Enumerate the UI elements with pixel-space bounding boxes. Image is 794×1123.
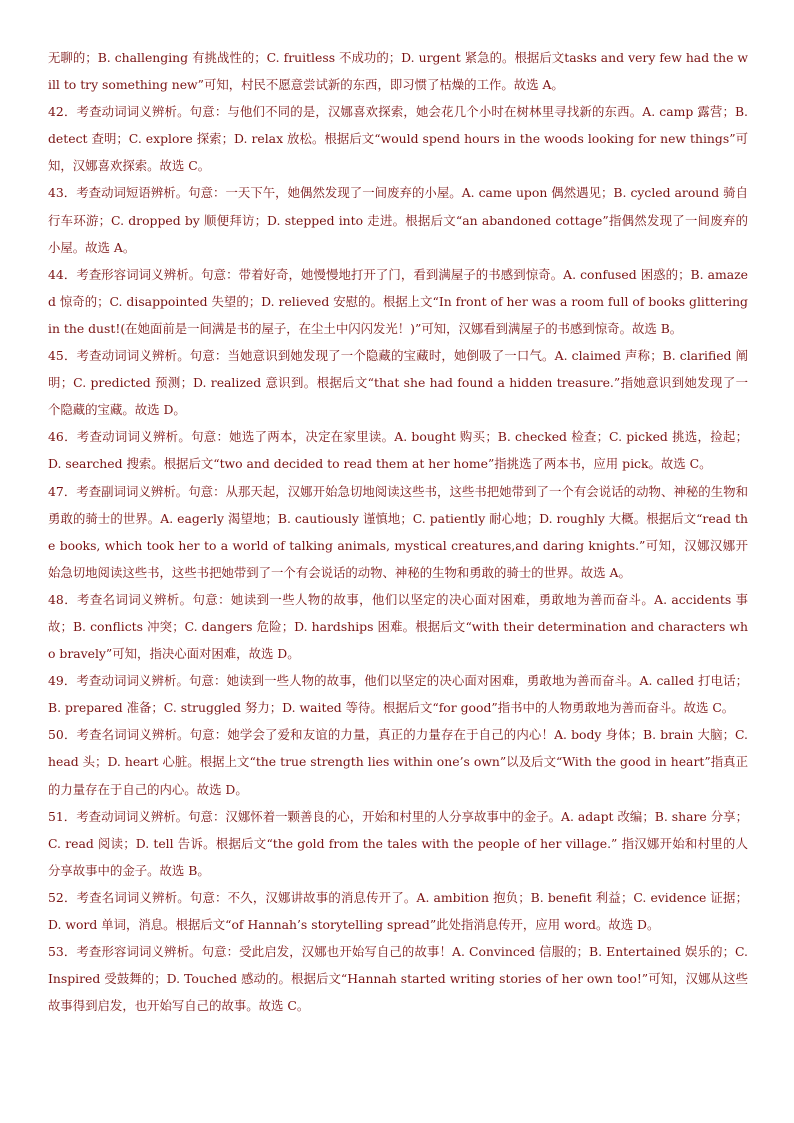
paragraph-51: 51．考查动词词义辨析。句意：汉娜怀着一颗善良的心，开始和村里的人分享故事中的金子。A. adapt 改编；B. share 分享；C. read 阅读；D. tell 告诉。根据后文“the gold from the tales with the people of her village.” 指汉娜开始和村里的人分享故事中的金子。故选 B。 (48, 808, 748, 878)
paragraph-48: 48．考查名词词义辨析。句意：她读到一些人物的故事，他们以坚定的决心面对困难，勇敢地为善而奋斗。A. accidents 事故；B. conflicts 冲突；C. dangers 危险；D. hardships 困难。根据后文“with their determination and characters who bravely”可知，指决心面对困难，故选 D。 (48, 591, 748, 662)
paragraph-43: 43．考查动词短语辨析。句意：一天下午，她偶然发现了一间废弃的小屋。A. came upon 偶然遇见；B. cycled around 骑自行车环游；C. dropped by 顺便拜访；D. stepped into 走进。根据后文“an abandoned cottage”指偶然发现了一间废弃的小屋。故选 A。 (48, 185, 748, 255)
paragraph-47: 47．考查副词词义辨析。句意：从那天起，汉娜开始急切地阅读这些书，这些书把她带到了一个有会说话的动物、神秘的生物和勇敢的骑士的世界。A. eagerly 渴望地；B. cautiously 谨慎地；C. patiently 耐心地；D. roughly 大概。根据后文“read the books, which took her to a world of talking animals, mystical creatures,and daring knights.”可知，汉娜汉娜开始急切地阅读这些书，这些书把她带到了一个有会说话的动物、神秘的生物和勇敢的骑士的世界。故选 A。 (48, 483, 748, 580)
paragraph-44: 44．考查形容词词义辨析。句意：带着好奇，她慢慢地打开了门，看到满屋子的书感到惊奇。A. confused 困惑的；B. amazed 惊奇的；C. disappointed 失望的；D. relieved 安慰的。根据上文“In front of her was a room full of books glittering in the dust!(在她面前是一间满是书的屋子，在尘土中闪闪发光！)”可知，汉娜看到满屋子的书感到惊奇。故选 B。 (48, 266, 748, 336)
paragraph-46: 46．考查动词词义辨析。句意：她选了两本，决定在家里读。A. bought 购买；B. checked 检查；C. picked 挑选，捡起；D. searched 搜索。根据后文“two and decided to read them at her home”指挑选了两本书，应用 pick。故选 C。 (48, 429, 748, 472)
paragraph-52: 52．考查名词词义辨析。句意：不久，汉娜讲故事的消息传开了。A. ambition 抱负；B. benefit 利益；C. evidence 证据；D. word 单词，消息。根据后文“of Hannah’s storytelling spread”此处指消息传开，应用 word。故选 D。 (48, 889, 748, 932)
paragraph-45: 45．考查动词词义辨析。句意：当她意识到她发现了一个隐藏的宝藏时，她倒吸了一口气。A. claimed 声称；B. clarified 阐明；C. predicted 预测；D. realized 意识到。根据后文“that she had found a hidden treasure.”指她意识到她发现了一个隐藏的宝藏。故选 D。 (48, 348, 748, 418)
paragraph-53: 53．考查形容词词义辨析。句意：受此启发，汉娜也开始写自己的故事！A. Convinced 信服的；B. Entertained 娱乐的；C. Inspired 受鼓舞的；D. Touched 感动的。根据后文“Hannah started writing stories of her own too!”可知，汉娜从这些故事得到启发，也开始写自己的故事。故选 C。 (48, 944, 748, 1014)
paragraph-continuation-41: 无聊的；B. challenging 有挑战性的；C. fruitless 不成功的；D. urgent 紧急的。根据后文tasks and very few had the will to try something new”可知，村民不愿意尝试新的东西，即习惯了枯燥的工作。故选 A。 (48, 50, 748, 93)
paragraph-50: 50．考查名词词义辨析。句意：她学会了爱和友谊的力量，真正的力量存在于自己的内心！A. body 身体；B. brain 大脑；C. head 头；D. heart 心脏。根据上文“the true strength lies within one’s own”以及后文“With the good in heart”指真正的力量存在于自己的内心。故选 D。 (48, 727, 748, 797)
paragraph-49: 49．考查动词词义辨析。句意：她读到一些人物的故事，他们以坚定的决心面对困难，勇敢地为善而奋斗。A. called 打电话；B. prepared 准备；C. struggled 努力；D. waited 等待。根据后文“for good”指书中的人物勇敢地为善而奋斗。故选 C。 (48, 673, 748, 716)
paragraph-42: 42．考查动词词义辨析。句意：与他们不同的是，汉娜喜欢探索，她会花几个小时在树林里寻找新的东西。A. camp 露营；B. detect 查明；C. explore 探索；D. relax 放松。根据后文“would spend hours in the woods looking for new things”可知，汉娜喜欢探索。故选 C。 (48, 104, 748, 174)
